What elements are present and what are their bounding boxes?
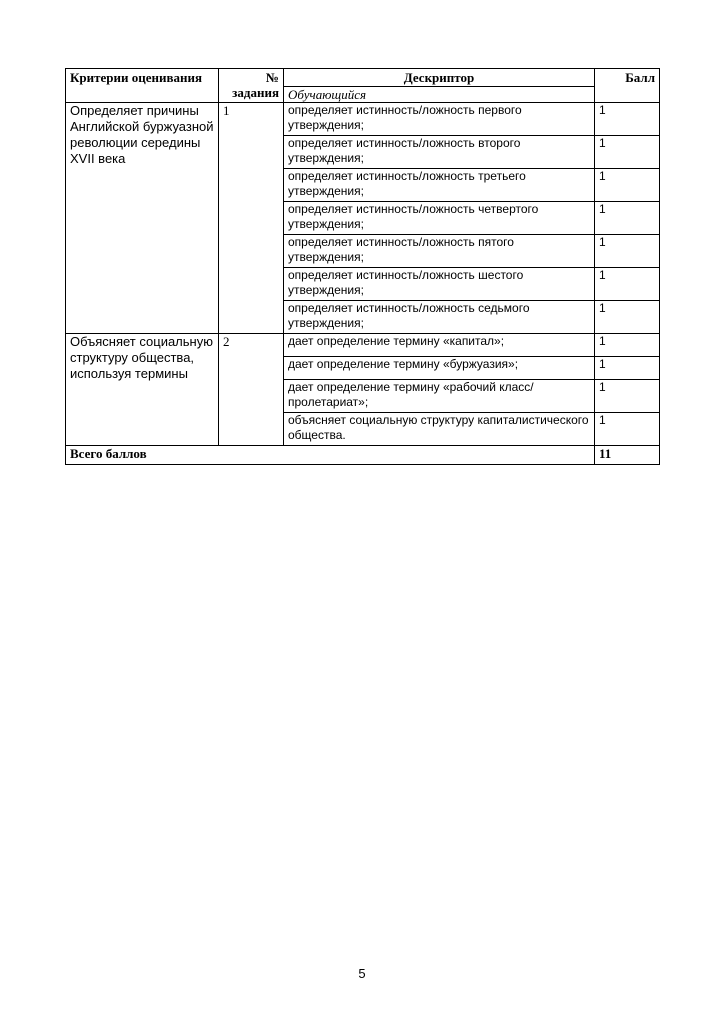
page-number: 5	[358, 966, 366, 981]
descriptor-cell: дает определение термину «капитал»;	[284, 334, 595, 357]
score-cell: 1	[595, 380, 660, 413]
descriptor-cell: определяет истинность/ложность первого утверждения;	[284, 103, 595, 136]
header-descriptor-subtitle: Обучающийся	[284, 87, 595, 103]
score-cell: 1	[595, 334, 660, 357]
header-criteria: Критерии оценивания	[66, 69, 219, 103]
score-cell: 1	[595, 169, 660, 202]
table-row	[66, 334, 660, 357]
descriptor-cell: дает определение термину «рабочий класс/пролетариат»;	[284, 380, 595, 413]
score-cell: 1	[595, 413, 660, 446]
score-cell: 1	[595, 301, 660, 334]
criterion-cell: Определяет причины Английской буржуазной революции середины XVII века	[66, 103, 219, 334]
table-row	[66, 103, 660, 136]
total-row	[66, 446, 660, 465]
criterion-cell: Объясняет социальную структуру общества, используя термины	[66, 334, 219, 446]
score-cell: 1	[595, 103, 660, 136]
header-score: Балл	[595, 69, 660, 103]
task-number-cell: 2	[219, 334, 284, 446]
descriptor-cell: объясняет социальную структуру капиталистического общества.	[284, 413, 595, 446]
score-cell: 1	[595, 202, 660, 235]
task-number-cell: 1	[219, 103, 284, 334]
score-cell: 1	[595, 268, 660, 301]
descriptor-cell: определяет истинность/ложность пятого утверждения;	[284, 235, 595, 268]
descriptor-cell: определяет истинность/ложность седьмого утверждения;	[284, 301, 595, 334]
rubric-table	[65, 68, 660, 465]
descriptor-cell: определяет истинность/ложность четвертого утверждения;	[284, 202, 595, 235]
total-value: 11	[595, 446, 660, 465]
score-cell: 1	[595, 235, 660, 268]
descriptor-cell: дает определение термину «буржуазия»;	[284, 357, 595, 380]
score-cell: 1	[595, 357, 660, 380]
descriptor-cell: определяет истинность/ложность шестого утверждения;	[284, 268, 595, 301]
total-label: Всего баллов	[66, 446, 595, 465]
score-cell: 1	[595, 136, 660, 169]
header-task-number: № задания	[219, 69, 284, 103]
descriptor-cell: определяет истинность/ложность третьего утверждения;	[284, 169, 595, 202]
header-row	[66, 69, 660, 87]
header-descriptor: Дескриптор	[284, 69, 595, 87]
descriptor-cell: определяет истинность/ложность второго утверждения;	[284, 136, 595, 169]
